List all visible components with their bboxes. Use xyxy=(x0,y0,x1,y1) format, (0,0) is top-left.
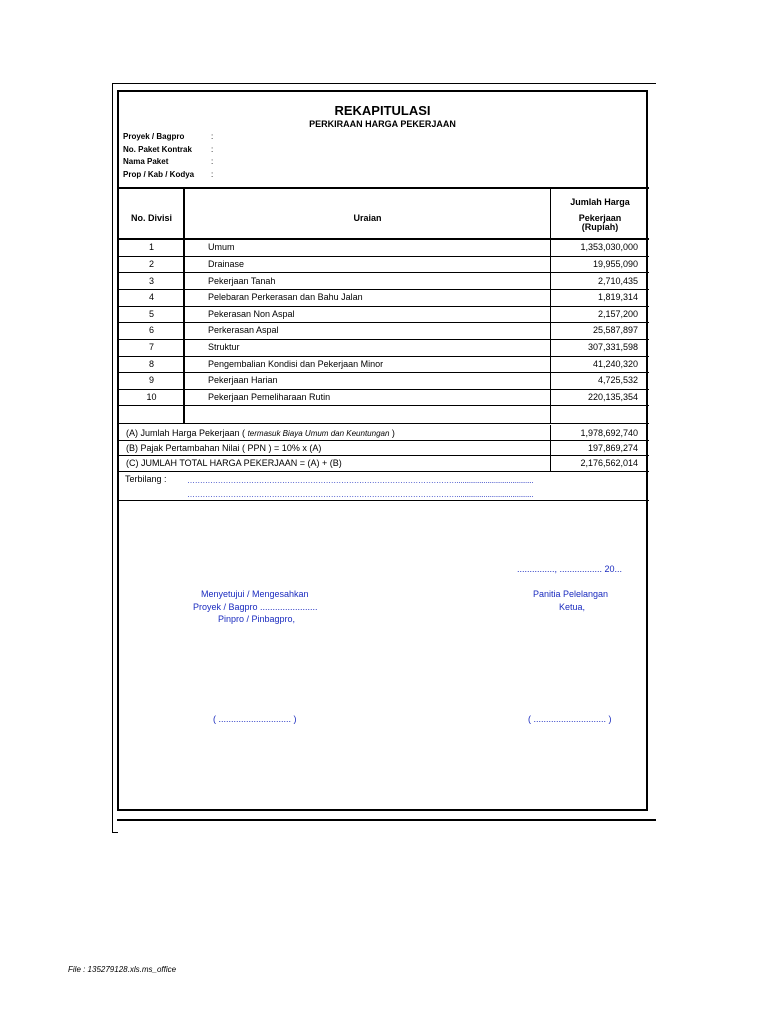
summary-b-label: (B) Pajak Pertambahan Nilai ( PPN ) = 10% x (A) xyxy=(126,443,322,453)
row-value: 307,331,598 xyxy=(587,342,638,352)
right-signature-line: ( ............................. ) xyxy=(528,714,612,724)
outer-border-tick xyxy=(112,832,118,833)
row-divider xyxy=(119,306,649,307)
col-header-no: No. Divisi xyxy=(130,213,172,223)
row-divider xyxy=(119,405,649,406)
row-no: 6 xyxy=(148,325,154,335)
committee-line-2: Ketua, xyxy=(559,602,586,612)
table-top-border xyxy=(119,187,649,189)
row-desc: Umum xyxy=(208,242,235,252)
outer-border-bottom xyxy=(117,819,656,821)
left-signature-line: ( ............................. ) xyxy=(213,714,297,724)
file-footer: File : 135279128.xls.ms_office xyxy=(68,965,177,974)
col-header-rupiah: (Rupiah) xyxy=(581,222,619,232)
row-desc: Pekerjaan Tanah xyxy=(208,276,276,286)
row-no: 2 xyxy=(148,259,154,269)
committee-line-1: Panitia Pelelangan xyxy=(533,589,609,599)
row-desc: Pengembalian Kondisi dan Pekerjaan Minor xyxy=(208,359,384,369)
row-divider xyxy=(119,372,649,373)
row-no: 3 xyxy=(148,276,154,286)
row-value: 2,710,435 xyxy=(597,276,638,286)
summary-col-divider xyxy=(550,425,551,472)
summary-a-note: termasuk Biaya Umum dan Keuntungan xyxy=(247,429,390,438)
row-desc: Pekerjaan Harian xyxy=(208,375,278,385)
row-desc: Drainase xyxy=(208,259,245,269)
field-colon: : xyxy=(211,157,214,166)
row-divider xyxy=(119,289,649,290)
field-label-nama-paket: Nama Paket xyxy=(123,157,169,166)
row-divider xyxy=(119,256,649,257)
row-desc: Pelebaran Perkerasan dan Bahu Jalan xyxy=(208,292,363,302)
summary-a-value: 1,978,692,740 xyxy=(580,428,638,438)
row-value: 25,587,897 xyxy=(592,325,638,335)
summary-c-value: 2,176,562,014 xyxy=(580,458,638,468)
summary-c-label: (C) JUMLAH TOTAL HARGA PEKERJAAN = (A) + (B) xyxy=(126,458,342,468)
approval-line-1: Menyetujui / Mengesahkan xyxy=(201,589,309,599)
summary-b-value: 197,869,274 xyxy=(587,443,638,453)
table-bottom-border xyxy=(119,423,649,424)
field-colon: : xyxy=(211,170,214,179)
row-divider xyxy=(119,272,649,273)
field-label-prop: Prop / Kab / Kodya xyxy=(123,170,195,179)
row-divider xyxy=(119,440,649,441)
row-no: 10 xyxy=(146,392,157,402)
summary-a-label: (A) Jumlah Harga Pekerjaan ( termasuk Biaya Umum dan Keuntungan ) xyxy=(126,428,395,438)
row-no: 7 xyxy=(148,342,154,352)
row-divider xyxy=(119,471,649,472)
terbilang-line-2: ……………………………………………………………………………………………........................................ xyxy=(187,490,534,499)
row-divider xyxy=(119,339,649,340)
row-desc: Perkerasan Aspal xyxy=(208,325,279,335)
row-divider xyxy=(119,455,649,456)
page-title: REKAPITULASI xyxy=(334,103,431,118)
row-no: 5 xyxy=(148,309,154,319)
section-divider xyxy=(119,500,649,501)
row-divider xyxy=(119,389,649,390)
row-divider xyxy=(119,322,649,323)
field-label-paket-kontrak: No. Paket Kontrak xyxy=(123,145,192,154)
row-desc: Pekerjaan Pemeliharaan Rutin xyxy=(208,392,331,402)
row-value: 220,135,354 xyxy=(587,392,638,402)
col-header-pekerjaan: Pekerjaan xyxy=(578,213,622,223)
field-colon: : xyxy=(211,145,214,154)
table-header-border xyxy=(119,238,649,240)
row-value: 4,725,532 xyxy=(597,375,638,385)
row-value: 1,353,030,000 xyxy=(580,242,638,252)
field-colon: : xyxy=(211,132,214,141)
row-no: 1 xyxy=(148,242,154,252)
field-label-proyek: Proyek / Bagpro xyxy=(123,132,185,141)
date-line: ..............., ................. 20... xyxy=(517,564,623,574)
row-no: 9 xyxy=(148,375,154,385)
row-desc: Pekerasan Non Aspal xyxy=(208,309,295,319)
row-value: 41,240,320 xyxy=(592,359,638,369)
row-no: 8 xyxy=(148,359,154,369)
approval-line-3: Pinpro / Pinbagpro, xyxy=(218,614,296,624)
outer-border-top xyxy=(112,83,656,84)
row-desc: Struktur xyxy=(208,342,240,352)
row-value: 2,157,200 xyxy=(597,309,638,319)
row-value: 1,819,314 xyxy=(597,292,638,302)
outer-border-left xyxy=(112,83,113,832)
row-divider xyxy=(119,356,649,357)
row-no: 4 xyxy=(148,292,154,302)
col-header-uraian: Uraian xyxy=(353,213,382,223)
terbilang-line-1: ……………………………………………………………………………………………........................................ xyxy=(187,476,534,485)
page-subtitle: PERKIRAAN HARGA PEKERJAAN xyxy=(309,119,456,129)
terbilang-label: Terbilang : xyxy=(125,474,167,484)
col-header-jumlah: Jumlah Harga xyxy=(570,197,630,207)
row-value: 19,955,090 xyxy=(592,259,638,269)
approval-line-2: Proyek / Bagpro ....................... xyxy=(193,602,318,612)
